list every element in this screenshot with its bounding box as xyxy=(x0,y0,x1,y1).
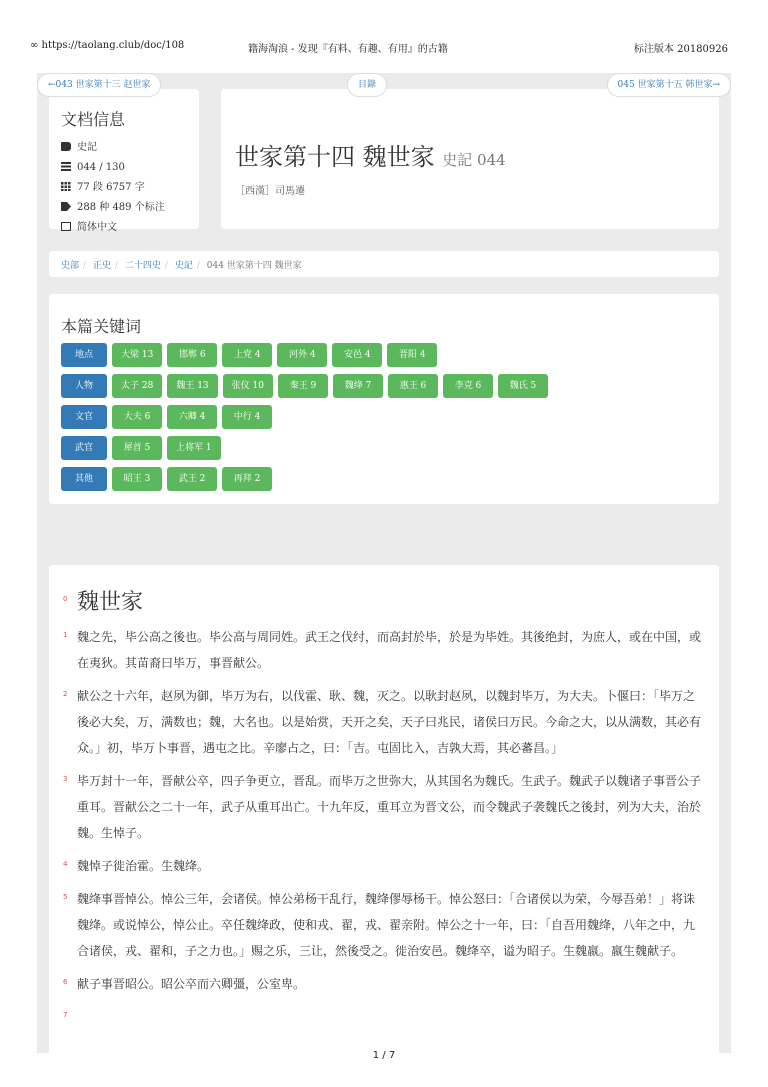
keyword-row xyxy=(61,467,707,498)
keyword-category[interactable]: 地点 xyxy=(61,343,107,367)
doc-info-book: 史記 xyxy=(61,138,187,158)
keyword-tag[interactable]: 大梁 13 xyxy=(112,343,162,367)
doc-info-title: 文档信息 xyxy=(61,110,126,129)
keyword-category[interactable]: 其他 xyxy=(61,467,107,491)
paragraph-text: 魏绛事晋悼公。悼公三年，会诸侯。悼公弟杨干乱行，魏绛僇辱杨干。悼公怒曰：「合诸侯以为荣，今辱吾弟！」将诛魏绛。或说悼公，悼公止。卒任魏绛政，使和戎、翟，戎、翟亲附。悼公之十一年，曰：「自吾用魏绛，八年之中，九合诸侯，戎、翟和，子之力也。」赐之乐，三让，然後受之。徙治安邑。魏绛卒，谥为昭子。生魏嬴。嬴生魏献子。 xyxy=(77,892,696,958)
title-panel xyxy=(221,89,719,229)
page-subtitle: 史記 044 xyxy=(442,151,506,169)
paragraph xyxy=(63,624,705,676)
paragraph-number: 3 xyxy=(63,775,68,783)
keyword-tag[interactable]: 惠王 6 xyxy=(388,374,438,398)
page-number: 1 / 7 xyxy=(372,1050,396,1061)
keyword-category[interactable]: 人物 xyxy=(61,374,107,398)
next-chapter-button[interactable]: 045 世家第十五 韩世家→ xyxy=(607,73,731,97)
list-icon xyxy=(61,162,71,171)
content-panel xyxy=(49,565,719,1053)
book-icon xyxy=(61,142,71,151)
doc-info-panel xyxy=(49,89,199,233)
breadcrumb-item[interactable]: 二十四史 xyxy=(124,261,161,271)
paragraph-text: 毕万封十一年，晋献公卒，四子争更立，晋乱。而毕万之世弥大，从其国名为魏氏。生武子。魏武子以魏诸子事晋公子重耳。晋献公之二十一年，武子从重耳出亡。十九年反，重耳立为晋文公，而令魏武子袭魏氏之後封，列为大夫，治於魏。生悼子。 xyxy=(77,774,702,840)
keyword-tag[interactable]: 武王 2 xyxy=(167,467,217,491)
prev-chapter-button[interactable]: ←043 世家第十三 赵世家 xyxy=(37,73,161,97)
paragraph-number: 7 xyxy=(63,1011,68,1019)
keyword-tag[interactable]: 上将军 1 xyxy=(167,436,221,460)
doc-info-stats: 77 段 6757 字 xyxy=(61,178,187,198)
paragraph-number: 2 xyxy=(63,690,68,698)
keyword-category[interactable]: 武官 xyxy=(61,436,107,460)
keyword-tag[interactable]: 再拜 2 xyxy=(222,467,272,491)
paragraph xyxy=(63,683,705,761)
header-site-title: 籍海淘浪 - 发现『有料、有趣、有用』的古籍 xyxy=(248,44,448,55)
keyword-tag[interactable]: 大夫 6 xyxy=(112,405,162,429)
breadcrumb-current: 044 世家第十四 魏世家 xyxy=(206,261,302,271)
keyword-tag[interactable]: 安邑 4 xyxy=(332,343,382,367)
keyword-tag[interactable]: 魏氏 5 xyxy=(498,374,548,398)
keyword-tag[interactable]: 中行 4 xyxy=(222,405,272,429)
doc-info-tags: 288 种 489 个标注 xyxy=(61,198,187,218)
keyword-tag[interactable]: 六卿 4 xyxy=(167,405,217,429)
paragraph-text: 献公之十六年，赵夙为御，毕万为右，以伐霍、耿、魏，灭之。以耿封赵夙，以魏封毕万，为大夫。卜偃曰：「毕万之後必大矣，万，满数也；魏，大名也。以是始赏，天开之矣，天子曰兆民，诸侯曰万民。今命之大，以从满数，其必有众。」初，毕万卜事晋，遇屯之比。辛廖占之，曰：「吉。屯固比入，吉孰大焉，其必蕃昌。」 xyxy=(77,689,702,755)
page-header xyxy=(0,0,768,55)
page-title: 世家第十四 魏世家 史記 044 xyxy=(235,143,506,171)
keyword-tag[interactable]: 犀首 5 xyxy=(112,436,162,460)
paragraph-number: 6 xyxy=(63,978,68,986)
paragraph-number: 0 xyxy=(63,595,68,603)
document-frame xyxy=(37,73,731,1053)
doc-info-lang: 简体中文 xyxy=(61,218,187,238)
keyword-tag[interactable]: 上党 4 xyxy=(222,343,272,367)
breadcrumb-item[interactable]: 史記 xyxy=(174,261,193,271)
paragraph xyxy=(63,768,705,846)
keyword-row xyxy=(61,343,707,374)
paragraph xyxy=(63,971,705,997)
grid-icon xyxy=(61,182,71,191)
doc-info-chapter: 044 / 130 xyxy=(61,158,187,178)
paragraph-number: 4 xyxy=(63,860,68,868)
keyword-tag[interactable]: 李克 6 xyxy=(443,374,493,398)
paragraph-text: 魏悼子徙治霍。生魏绛。 xyxy=(77,859,210,873)
breadcrumb-item[interactable]: 史部 xyxy=(61,261,80,271)
keyword-tag[interactable]: 魏王 13 xyxy=(167,374,217,398)
keyword-row xyxy=(61,374,707,405)
keyword-tag[interactable]: 魏绛 7 xyxy=(333,374,383,398)
breadcrumb: 史部 / 正史 / 二十四史 / 史記 / 044 世家第十四 魏世家 xyxy=(49,251,719,277)
keyword-tag[interactable]: 晋阳 4 xyxy=(387,343,437,367)
paragraph-number: 1 xyxy=(63,631,68,639)
keyword-tag[interactable]: 邯郸 6 xyxy=(167,343,217,367)
section-heading: 0 魏世家 xyxy=(63,590,144,615)
keywords-panel xyxy=(49,294,719,504)
paragraph-text: 献子事晋昭公。昭公卒而六卿彊，公室卑。 xyxy=(77,977,306,991)
keyword-tag[interactable]: 张仪 10 xyxy=(223,374,273,398)
header-url[interactable]: ∞ https://taolang.club/doc/108 xyxy=(30,40,185,51)
keyword-tag[interactable]: 秦王 9 xyxy=(278,374,328,398)
tags-icon xyxy=(61,202,71,211)
breadcrumb-item[interactable]: 正史 xyxy=(92,261,111,271)
keyword-tag[interactable]: 太子 28 xyxy=(112,374,162,398)
keywords-title: 本篇关键词 xyxy=(61,317,142,336)
language-icon xyxy=(61,222,71,231)
keyword-category[interactable]: 文官 xyxy=(61,405,107,429)
keyword-tag[interactable]: 河外 4 xyxy=(277,343,327,367)
keyword-tag[interactable]: 昭王 3 xyxy=(112,467,162,491)
paragraph-text: 魏之先，毕公高之後也。毕公高与周同姓。武王之伐纣，而高封於毕，於是为毕姓。其後绝封，为庶人，或在中国，或在夷狄。其苗裔曰毕万，事晋献公。 xyxy=(77,630,702,670)
paragraph xyxy=(63,853,705,879)
header-version: 标注版本 20180926 xyxy=(633,44,728,55)
keyword-row xyxy=(61,436,707,467)
paragraph xyxy=(63,886,705,964)
author: ［西漢］司馬遷 xyxy=(235,186,305,197)
toc-button[interactable]: 目錄 xyxy=(347,73,387,97)
keyword-row xyxy=(61,405,707,436)
paragraph-number: 5 xyxy=(63,893,68,901)
